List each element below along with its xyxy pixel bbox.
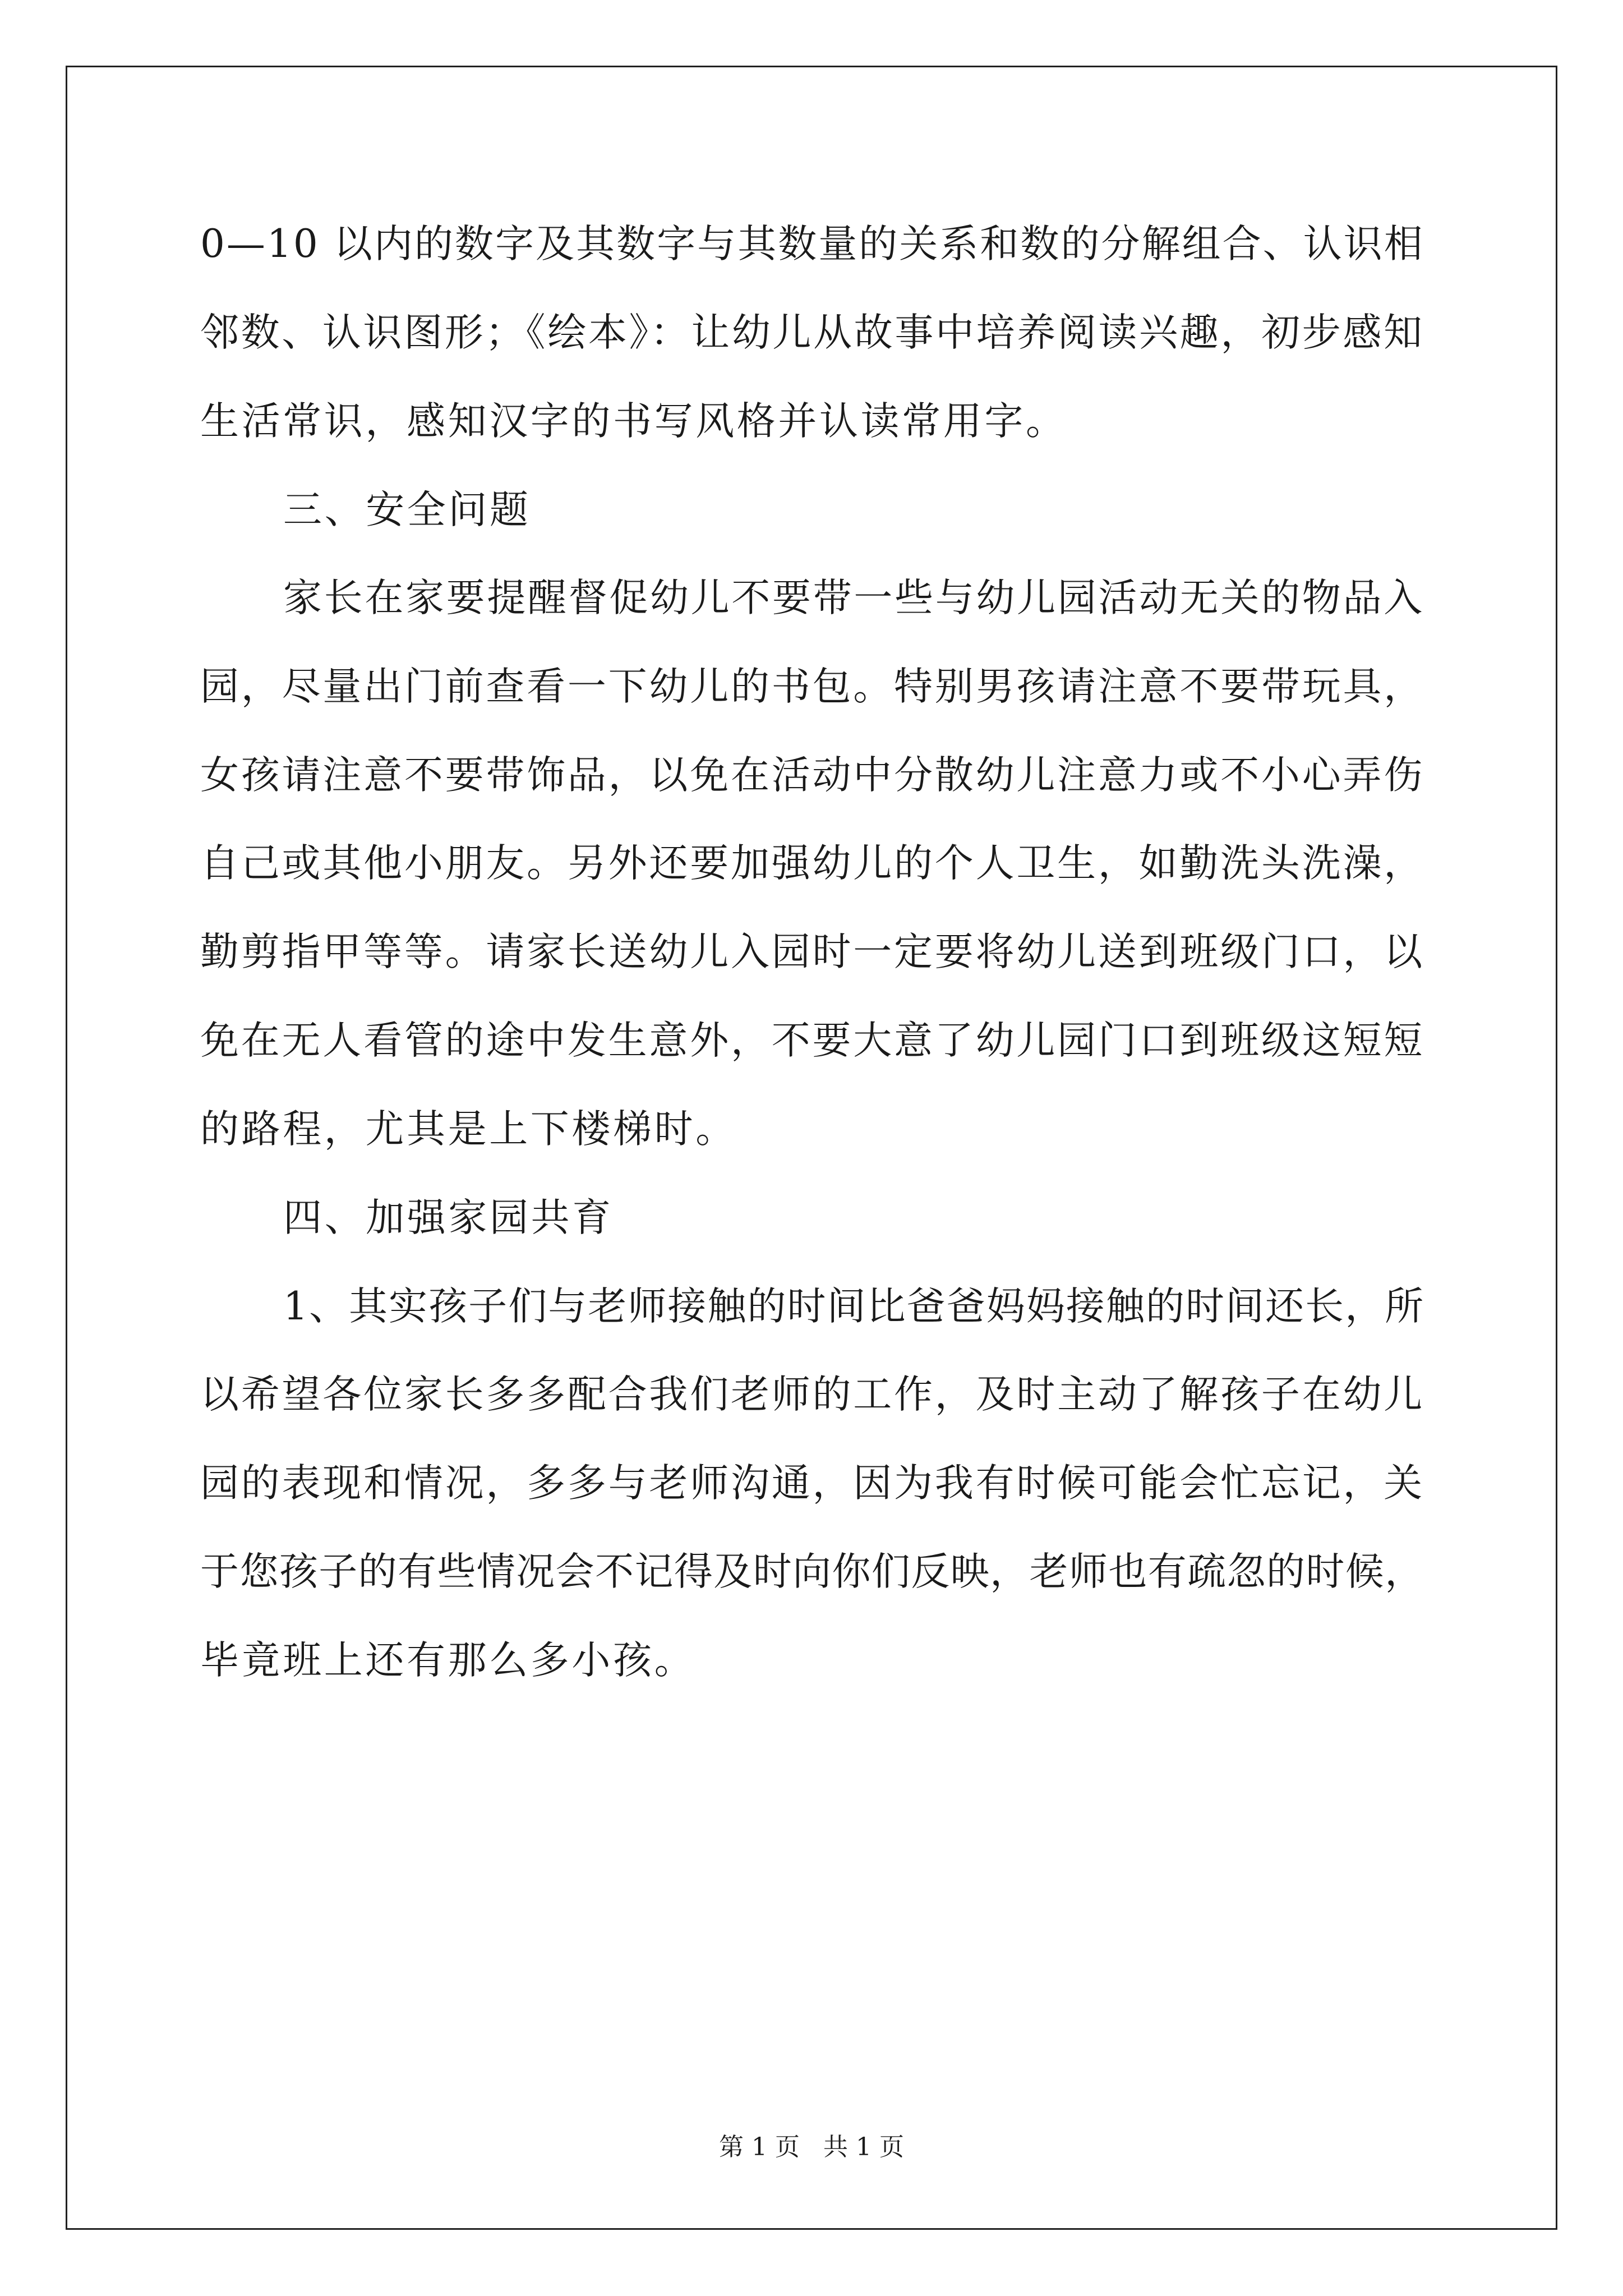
text-line: 家长在家要提醒督促幼儿不要带一些与幼儿园活动无关的物品入 bbox=[283, 576, 1424, 620]
text-line: 于您孩子的有些情况会不记得及时向你们反映，老师也有疏忽的时候， bbox=[200, 1549, 1424, 1594]
text-line: 以希望各位家长多多配合我们老师的工作，及时主动了解孩子在幼儿 bbox=[200, 1372, 1424, 1417]
page-footer: 第 1 页 共 1 页 bbox=[719, 2133, 904, 2161]
section-heading: 三、安全问题 bbox=[283, 487, 531, 532]
text-line: 毕竟班上还有那么多小孩。 bbox=[200, 1638, 696, 1683]
text-line: 1、其实孩子们与老师接触的时间比爸爸妈妈接触的时间还长，所 bbox=[283, 1284, 1425, 1329]
text-line: 女孩请注意不要带饰品，以免在活动中分散幼儿注意力或不小心弄伤 bbox=[200, 753, 1424, 798]
text-line: 免在无人看管的途中发生意外，不要大意了幼儿园门口到班级这短短 bbox=[200, 1018, 1424, 1063]
text-line: 生活常识，感知汉字的书写风格并认读常用字。 bbox=[200, 399, 1067, 444]
text-line: 的路程，尤其是上下楼梯时。 bbox=[200, 1107, 737, 1152]
text-line: 园，尽量出门前查看一下幼儿的书包。特别男孩请注意不要带玩具， bbox=[200, 664, 1424, 709]
section-heading: 四、加强家园共育 bbox=[283, 1195, 614, 1240]
text-line: 0—10 以内的数字及其数字与其数量的关系和数的分解组合、认识相 bbox=[200, 222, 1424, 266]
text-line: 勤剪指甲等等。请家长送幼儿入园时一定要将幼儿送到班级门口，以 bbox=[200, 930, 1424, 974]
text-line: 自己或其他小朋友。另外还要加强幼儿的个人卫生，如勤洗头洗澡， bbox=[200, 841, 1424, 886]
text-line: 邻数、认识图形；《绘本》：让幼儿从故事中培养阅读兴趣，初步感知 bbox=[200, 310, 1424, 355]
text-line: 园的表现和情况，多多与老师沟通，因为我有时候可能会忙忘记，关 bbox=[200, 1461, 1424, 1506]
